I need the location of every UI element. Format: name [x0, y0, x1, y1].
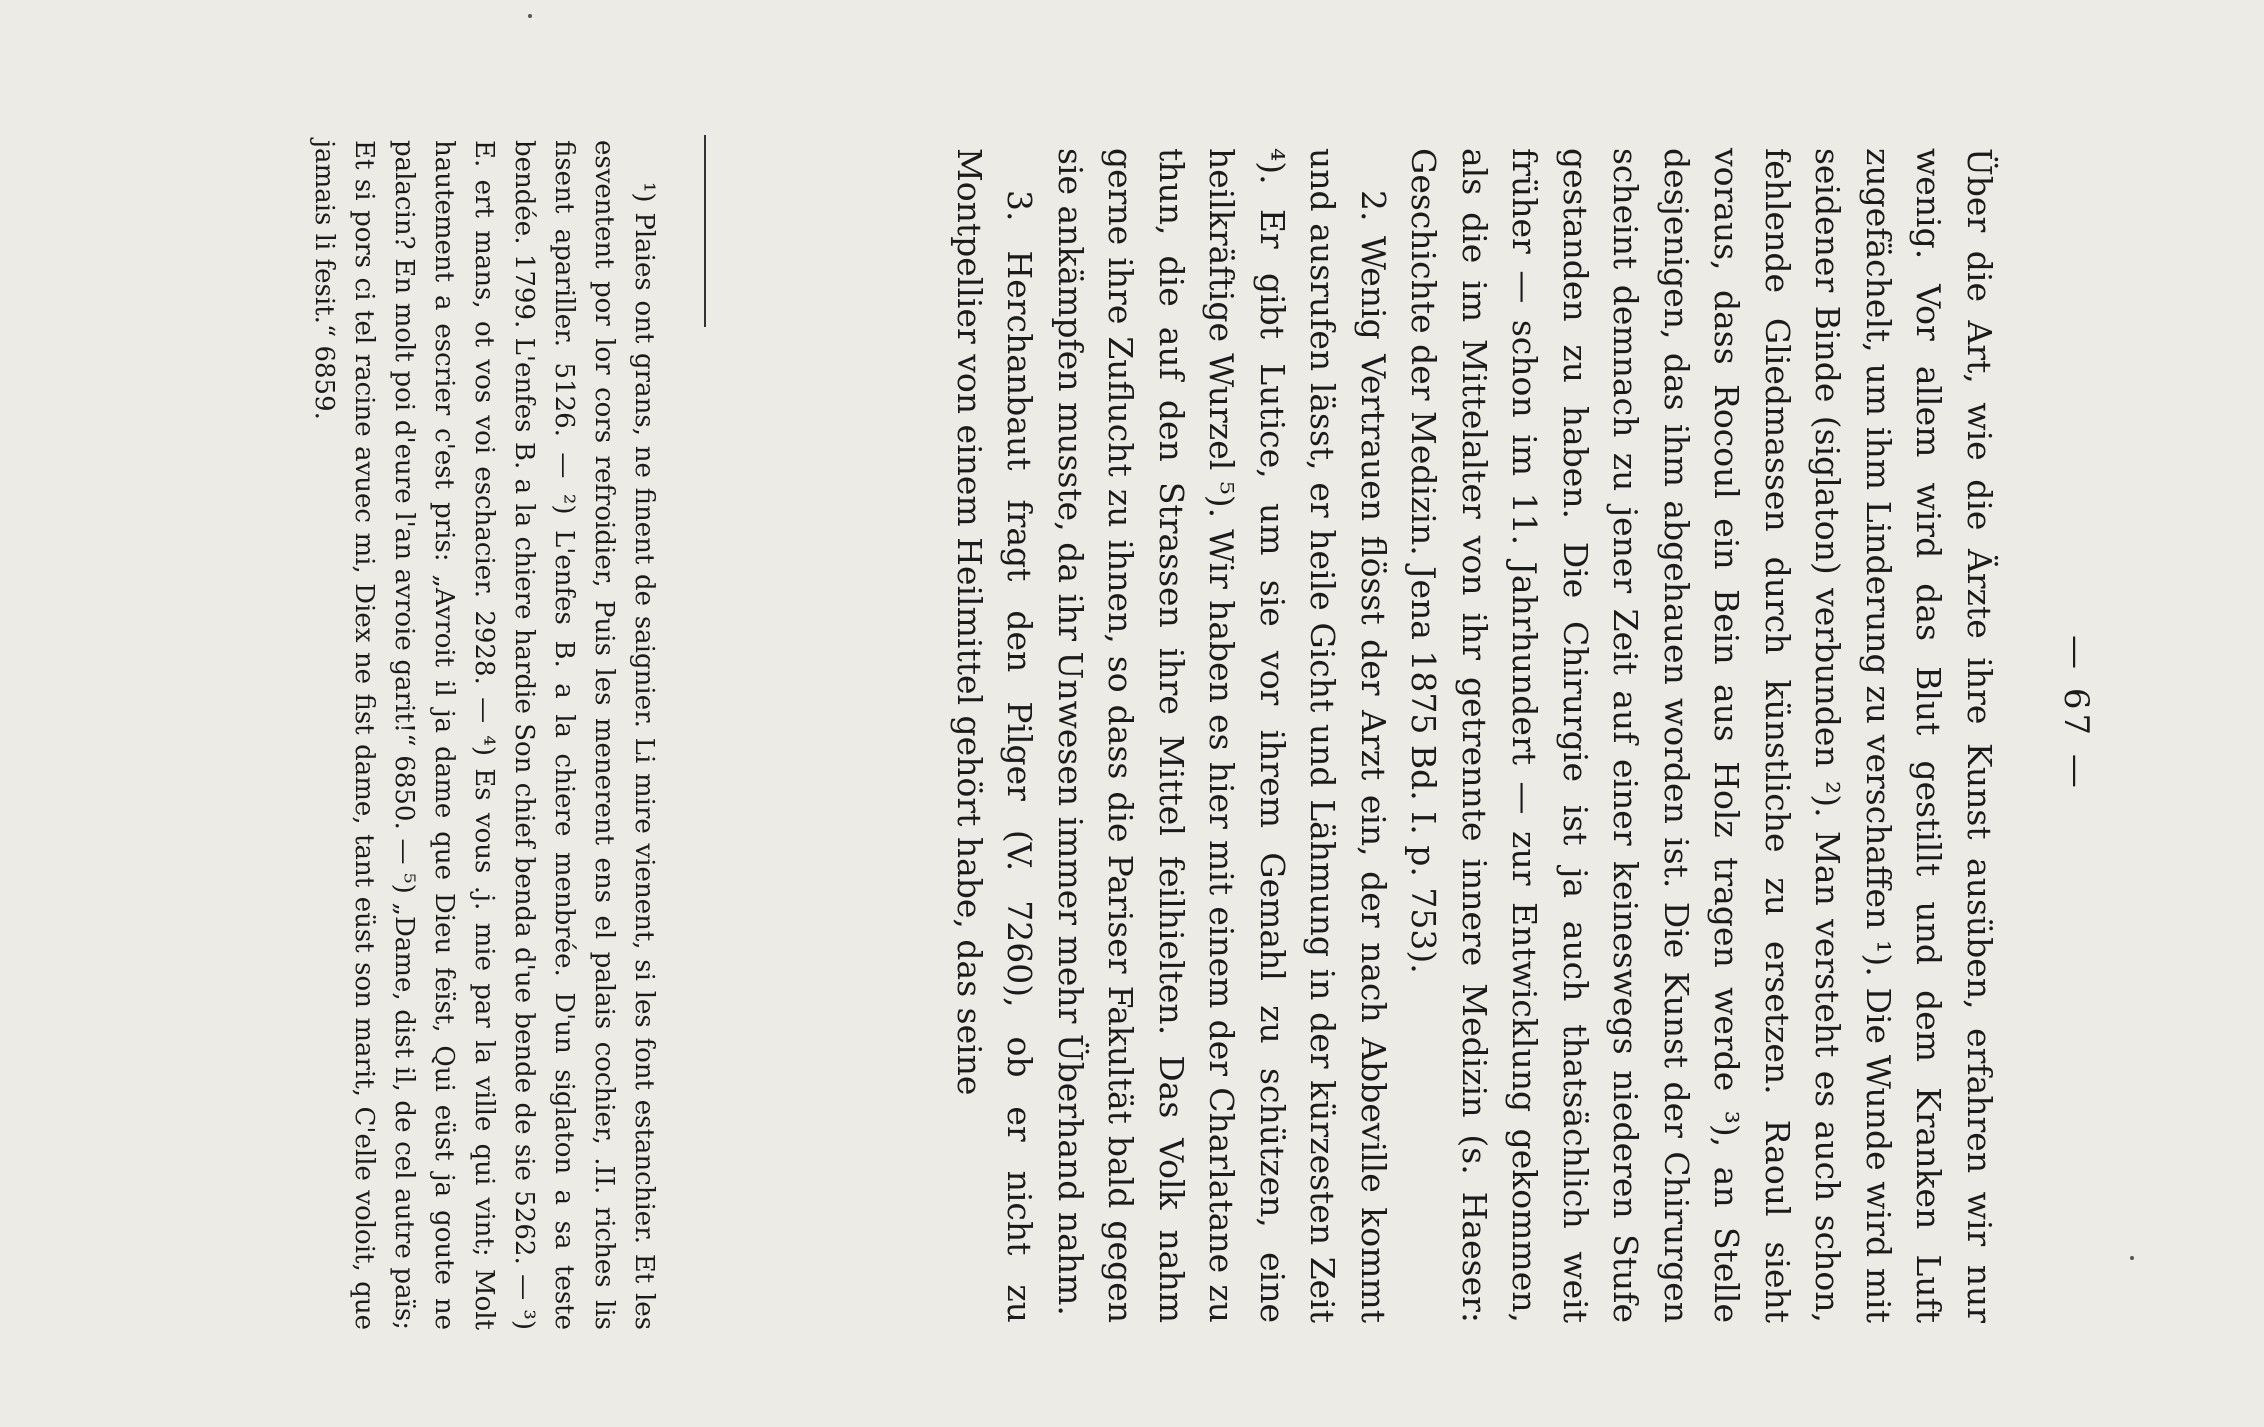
paragraph-2: 2. Wenig Vertrauen flösst der Arzt ein, der nach Abbeville kommt und ausrufen lässt, er heile Gicht und Lähmung in der kürzesten Zeit ⁴). Er gibt Lutice, um sie vor ihrem Gemahl zu schützen, eine heilkräftige Wurzel ⁵). Wir haben es hier mit einem der Charlatane zu thun, die auf den Strassen ihre Mittel feilhielten. Das Volk nahm gerne ihre Zuflucht zu ihnen, so dass die Pariser Fakultät bald gegen sie ankämpfen musste, da ihr Unwesen immer mehr Überhand nahm. — [1051, 148, 1393, 1323]
main-text — [944, 148, 2005, 1323]
footnotes — [304, 140, 664, 1330]
footnote-divider — [704, 135, 706, 327]
paragraph-3: 3. Herchanbaut fragt den Pilger (V. 7260), ob er nicht zu Montpellier von einem Heilmittel gehört habe, das seine — [950, 148, 1040, 1323]
scan-speck — [2130, 1256, 2134, 1260]
paragraph-1: Über die Art, wie die Ärzte ihre Kunst ausüben, erfahren wir nur wenig. Vor allem wird das Blut gestillt und dem Kranken Luft zugefächelt, um ihm Linderung zu verschaffen ¹). Die Wunde wird mit seidener Binde (siglaton) verbunden ²). Man versteht es auch schon, fehlende Gliedmassen durch künstliche zu ersetzen. Raoul sieht voraus, dass Rocoul ein Bein aus Holz tragen werde ³), an Stelle desjenigen, das ihm abgehauen worden ist. Die Kunst der Chirurgen scheint demnach zu jener Zeit auf einer keineswegs niederen Stufe gestanden zu haben. Die Chirurgie ist ja auch thatsächlich weit früher — schon im 11. Jahrhundert — zur Entwicklung gekommen, als die im Mittelalter von ihr getrennte innere Medizin (s. Haeser: Geschichte der Medizin. Jena 1875 Bd. I. p. 753). — [1404, 148, 1999, 1323]
page-number: — 67 — — [2056, 635, 2096, 792]
scan-speck — [528, 14, 532, 18]
footnote-text: ¹) Plaies ont grans, ne finent de saignier. Li mire vienent, si les font estanchier. Et les esventent por lor cors refroidier, Puis les menerent ens el palais cochier, .II. riches lis fisent apariller. 5126. — ²) L'enfes B. a la chiere menbrée. D'un siglaton a sa teste bendée. 1799. L'enfes B. a la chiere hardie Son chief benda d'ue bende de sie 5262. — ³) E. ert mans, ot vos voi eschacier. 2928. — ⁴) Es vous .j. mie par la ville qui vint; Molt hautement a escrier c'est pris: „Avroit il ja dame que Dieu feïst, Qui eüst ja goute ne palacin? En molt poi d'eure l'an avroie garit!“ 6850. — ⁵) „Dame, dist il, de cel autre païs; Et si pors ci tel racine avuec mi, Diex ne fist dame, tant eüst son marit, C'elle voloit, que jamais li fesit.“ 6859. — [309, 140, 659, 1330]
